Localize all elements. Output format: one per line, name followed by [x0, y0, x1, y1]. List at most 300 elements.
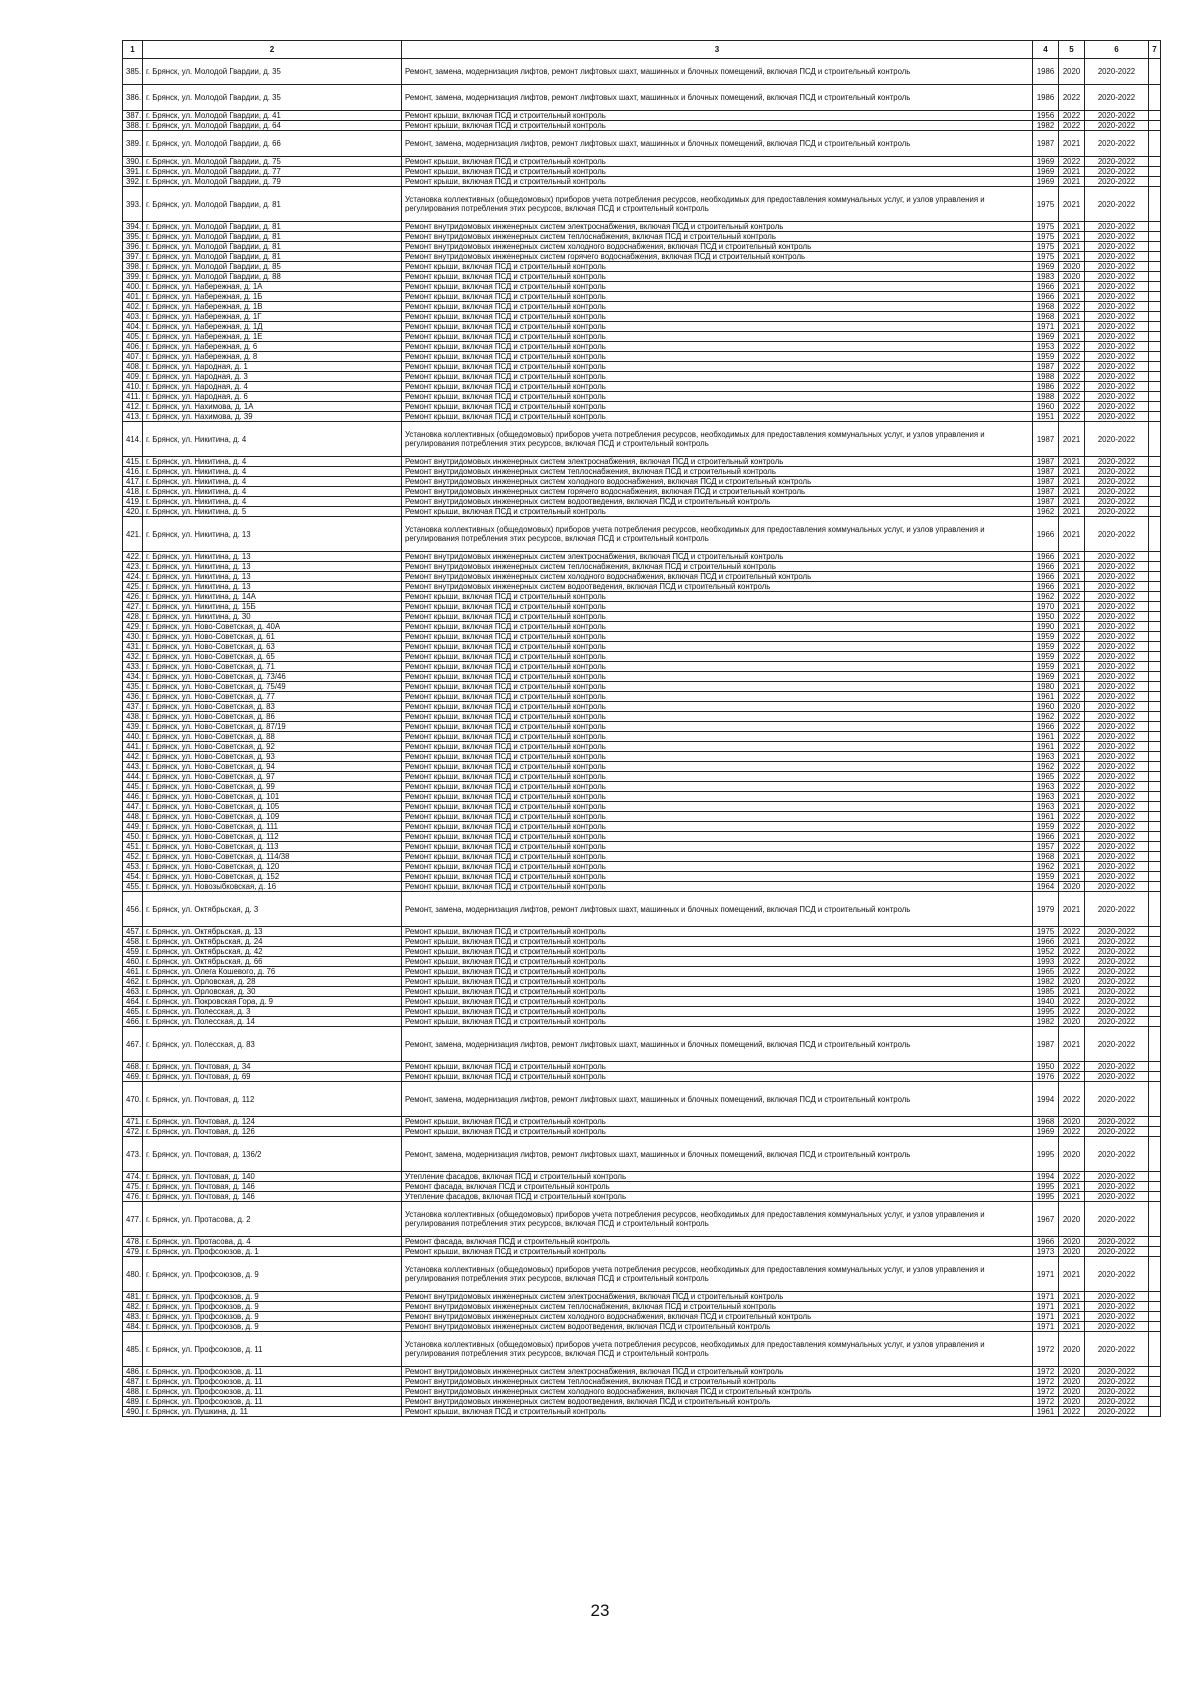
period-cell: 2020-2022 [1085, 562, 1149, 572]
plan-year-cell: 2021 [1059, 862, 1085, 872]
table-row [123, 1117, 1161, 1127]
build-year-cell: 1965 [1033, 772, 1059, 782]
build-year-cell: 1973 [1033, 1247, 1059, 1257]
address-cell: г. Брянск, ул. Молодой Гвардии, д. 81 [143, 187, 402, 222]
period-cell: 2020-2022 [1085, 1247, 1149, 1257]
build-year-cell: 1982 [1033, 977, 1059, 987]
table-row [123, 1062, 1161, 1072]
note-cell [1149, 507, 1161, 517]
table-row [123, 1192, 1161, 1202]
table-row [123, 997, 1161, 1007]
row-number: 388. [123, 121, 143, 131]
plan-year-cell: 2022 [1059, 722, 1085, 732]
row-number: 454. [123, 872, 143, 882]
row-number: 460. [123, 957, 143, 967]
table-row [123, 121, 1161, 131]
plan-year-cell: 2022 [1059, 412, 1085, 422]
address-cell: г. Брянск, ул. Ново-Советская, д. 87/19 [143, 722, 402, 732]
address-cell: г. Брянск, ул. Профсоюзов, д. 9 [143, 1257, 402, 1292]
table-row [123, 792, 1161, 802]
work-type-cell: Ремонт внутридомовых инженерных систем горячего водоснабжения, включая ПСД и строительный контроль [402, 487, 1033, 497]
note-cell [1149, 312, 1161, 322]
work-type-cell: Ремонт крыши, включая ПСД и строительный контроль [402, 632, 1033, 642]
period-cell: 2020-2022 [1085, 167, 1149, 177]
plan-year-cell: 2022 [1059, 157, 1085, 167]
note-cell [1149, 1377, 1161, 1387]
table-row [123, 222, 1161, 232]
table-row [123, 632, 1161, 642]
build-year-cell: 1959 [1033, 652, 1059, 662]
row-number: 413. [123, 412, 143, 422]
work-type-cell: Ремонт крыши, включая ПСД и строительный контроль [402, 642, 1033, 652]
address-cell: г. Брянск, ул. Протасова, д. 4 [143, 1237, 402, 1247]
build-year-cell: 1986 [1033, 59, 1059, 85]
row-number: 447. [123, 802, 143, 812]
plan-year-cell: 2022 [1059, 822, 1085, 832]
row-number: 400. [123, 282, 143, 292]
period-cell: 2020-2022 [1085, 402, 1149, 412]
table-row [123, 1292, 1161, 1302]
build-year-cell: 1987 [1033, 422, 1059, 457]
plan-year-cell: 2020 [1059, 702, 1085, 712]
plan-year-cell: 2021 [1059, 467, 1085, 477]
row-number: 401. [123, 292, 143, 302]
plan-year-cell: 2021 [1059, 497, 1085, 507]
period-cell: 2020-2022 [1085, 59, 1149, 85]
table-row [123, 59, 1161, 85]
period-cell: 2020-2022 [1085, 1257, 1149, 1292]
address-cell: г. Брянск, ул. Молодой Гвардии, д. 88 [143, 272, 402, 282]
table-row [123, 1257, 1161, 1292]
build-year-cell: 1968 [1033, 312, 1059, 322]
row-number: 453. [123, 862, 143, 872]
row-number: 469. [123, 1072, 143, 1082]
table-row [123, 772, 1161, 782]
row-number: 415. [123, 457, 143, 467]
row-number: 472. [123, 1127, 143, 1137]
plan-year-cell: 2022 [1059, 652, 1085, 662]
note-cell [1149, 702, 1161, 712]
address-cell: г. Брянск, ул. Молодой Гвардии, д. 66 [143, 131, 402, 157]
build-year-cell: 1980 [1033, 682, 1059, 692]
build-year-cell: 1959 [1033, 662, 1059, 672]
table-body [123, 59, 1161, 1417]
plan-year-cell: 2022 [1059, 1062, 1085, 1072]
plan-year-cell: 2022 [1059, 362, 1085, 372]
period-cell: 2020-2022 [1085, 1292, 1149, 1302]
row-number: 407. [123, 352, 143, 362]
address-cell: г. Брянск, ул. Молодой Гвардии, д. 81 [143, 232, 402, 242]
build-year-cell: 1959 [1033, 872, 1059, 882]
work-type-cell: Ремонт крыши, включая ПСД и строительный контроль [402, 822, 1033, 832]
note-cell [1149, 892, 1161, 927]
table-row [123, 232, 1161, 242]
plan-year-cell: 2021 [1059, 282, 1085, 292]
period-cell: 2020-2022 [1085, 1397, 1149, 1407]
period-cell: 2020-2022 [1085, 131, 1149, 157]
note-cell [1149, 662, 1161, 672]
period-cell: 2020-2022 [1085, 322, 1149, 332]
note-cell [1149, 742, 1161, 752]
period-cell: 2020-2022 [1085, 632, 1149, 642]
row-number: 443. [123, 762, 143, 772]
note-cell [1149, 1137, 1161, 1172]
work-type-cell: Установка коллективных (общедомовых) приборов учета потребления ресурсов, необходимых для предоставления коммунальных услуг, и узлов управления и регулирования потребления этих ресурсов, включая ПСД и строительный контроль [402, 1257, 1033, 1292]
note-cell [1149, 292, 1161, 302]
address-cell: г. Брянск, ул. Полесская, д. 83 [143, 1027, 402, 1062]
table-row [123, 332, 1161, 342]
period-cell: 2020-2022 [1085, 362, 1149, 372]
plan-year-cell: 2022 [1059, 372, 1085, 382]
row-number: 427. [123, 602, 143, 612]
address-cell: г. Брянск, ул. Молодой Гвардии, д. 85 [143, 262, 402, 272]
row-number: 396. [123, 242, 143, 252]
build-year-cell: 1966 [1033, 722, 1059, 732]
row-number: 423. [123, 562, 143, 572]
row-number: 402. [123, 302, 143, 312]
period-cell: 2020-2022 [1085, 222, 1149, 232]
build-year-cell: 1993 [1033, 957, 1059, 967]
row-number: 465. [123, 1007, 143, 1017]
note-cell [1149, 1117, 1161, 1127]
period-cell: 2020-2022 [1085, 1302, 1149, 1312]
period-cell: 2020-2022 [1085, 292, 1149, 302]
work-type-cell: Ремонт крыши, включая ПСД и строительный контроль [402, 947, 1033, 957]
row-number: 410. [123, 382, 143, 392]
plan-year-cell: 2020 [1059, 1202, 1085, 1237]
note-cell [1149, 872, 1161, 882]
table-row [123, 507, 1161, 517]
period-cell: 2020-2022 [1085, 957, 1149, 967]
row-number: 395. [123, 232, 143, 242]
period-cell: 2020-2022 [1085, 332, 1149, 342]
period-cell: 2020-2022 [1085, 742, 1149, 752]
note-cell [1149, 1322, 1161, 1332]
address-cell: г. Брянск, ул. Протасова, д. 2 [143, 1202, 402, 1237]
build-year-cell: 1950 [1033, 1062, 1059, 1072]
row-number: 458. [123, 937, 143, 947]
plan-year-cell: 2020 [1059, 977, 1085, 987]
work-type-cell: Ремонт крыши, включая ПСД и строительный контроль [402, 1127, 1033, 1137]
row-number: 434. [123, 672, 143, 682]
build-year-cell: 1982 [1033, 121, 1059, 131]
build-year-cell: 1969 [1033, 177, 1059, 187]
note-cell [1149, 242, 1161, 252]
table-row [123, 1407, 1161, 1417]
period-cell: 2020-2022 [1085, 1027, 1149, 1062]
build-year-cell: 1986 [1033, 85, 1059, 111]
period-cell: 2020-2022 [1085, 352, 1149, 362]
header-col-3: 3 [402, 41, 1033, 59]
period-cell: 2020-2022 [1085, 1137, 1149, 1172]
period-cell: 2020-2022 [1085, 177, 1149, 187]
plan-year-cell: 2021 [1059, 832, 1085, 842]
table-row [123, 477, 1161, 487]
address-cell: г. Брянск, ул. Ново-Советская, д. 75/49 [143, 682, 402, 692]
note-cell [1149, 882, 1161, 892]
address-cell: г. Брянск, ул. Молодой Гвардии, д. 79 [143, 177, 402, 187]
note-cell [1149, 792, 1161, 802]
capital-repair-table [122, 40, 1161, 1417]
row-number: 482. [123, 1302, 143, 1312]
address-cell: г. Брянск, ул. Народная, д. 1 [143, 362, 402, 372]
build-year-cell: 1966 [1033, 292, 1059, 302]
plan-year-cell: 2020 [1059, 1377, 1085, 1387]
note-cell [1149, 592, 1161, 602]
build-year-cell: 1975 [1033, 232, 1059, 242]
plan-year-cell: 2022 [1059, 762, 1085, 772]
row-number: 426. [123, 592, 143, 602]
address-cell: г. Брянск, ул. Ново-Советская, д. 63 [143, 642, 402, 652]
period-cell: 2020-2022 [1085, 852, 1149, 862]
address-cell: г. Брянск, ул. Почтовая, д. 126 [143, 1127, 402, 1137]
row-number: 404. [123, 322, 143, 332]
note-cell [1149, 517, 1161, 552]
table-row [123, 292, 1161, 302]
plan-year-cell: 2021 [1059, 477, 1085, 487]
build-year-cell: 1971 [1033, 1302, 1059, 1312]
build-year-cell: 1962 [1033, 507, 1059, 517]
plan-year-cell: 2021 [1059, 852, 1085, 862]
note-cell [1149, 131, 1161, 157]
plan-year-cell: 2020 [1059, 1367, 1085, 1377]
build-year-cell: 1987 [1033, 1027, 1059, 1062]
build-year-cell: 1961 [1033, 812, 1059, 822]
period-cell: 2020-2022 [1085, 342, 1149, 352]
work-type-cell: Ремонт крыши, включая ПСД и строительный контроль [402, 362, 1033, 372]
plan-year-cell: 2022 [1059, 742, 1085, 752]
address-cell: г. Брянск, ул. Ново-Советская, д. 101 [143, 792, 402, 802]
work-type-cell: Ремонт крыши, включая ПСД и строительный контроль [402, 157, 1033, 167]
address-cell: г. Брянск, ул. Ново-Советская, д. 99 [143, 782, 402, 792]
note-cell [1149, 947, 1161, 957]
build-year-cell: 1968 [1033, 302, 1059, 312]
work-type-cell: Ремонт крыши, включая ПСД и строительный контроль [402, 292, 1033, 302]
build-year-cell: 1961 [1033, 692, 1059, 702]
period-cell: 2020-2022 [1085, 392, 1149, 402]
build-year-cell: 1976 [1033, 1072, 1059, 1082]
work-type-cell: Ремонт внутридомовых инженерных систем электроснабжения, включая ПСД и строительный контроль [402, 222, 1033, 232]
address-cell: г. Брянск, ул. Ново-Советская, д. 71 [143, 662, 402, 672]
plan-year-cell: 2021 [1059, 622, 1085, 632]
build-year-cell: 1940 [1033, 997, 1059, 1007]
address-cell: г. Брянск, ул. Молодой Гвардии, д. 41 [143, 111, 402, 121]
period-cell: 2020-2022 [1085, 812, 1149, 822]
note-cell [1149, 987, 1161, 997]
row-number: 448. [123, 812, 143, 822]
table-row [123, 1172, 1161, 1182]
note-cell [1149, 487, 1161, 497]
address-cell: г. Брянск, ул. Набережная, д. 1Г [143, 312, 402, 322]
plan-year-cell: 2022 [1059, 732, 1085, 742]
plan-year-cell: 2021 [1059, 507, 1085, 517]
work-type-cell: Ремонт внутридомовых инженерных систем холодного водоснабжения, включая ПСД и строительный контроль [402, 572, 1033, 582]
plan-year-cell: 2022 [1059, 1072, 1085, 1082]
period-cell: 2020-2022 [1085, 1377, 1149, 1387]
table-row [123, 85, 1161, 111]
work-type-cell: Ремонт внутридомовых инженерных систем теплоснабжения, включая ПСД и строительный контроль [402, 1302, 1033, 1312]
address-cell: г. Брянск, ул. Набережная, д. 1В [143, 302, 402, 312]
address-cell: г. Брянск, ул. Набережная, д. 1Е [143, 332, 402, 342]
row-number: 463. [123, 987, 143, 997]
plan-year-cell: 2021 [1059, 177, 1085, 187]
note-cell [1149, 712, 1161, 722]
header-col-2: 2 [143, 41, 402, 59]
table-row [123, 732, 1161, 742]
plan-year-cell: 2021 [1059, 987, 1085, 997]
work-type-cell: Ремонт крыши, включая ПСД и строительный контроль [402, 692, 1033, 702]
build-year-cell: 1987 [1033, 497, 1059, 507]
work-type-cell: Ремонт крыши, включая ПСД и строительный контроль [402, 987, 1033, 997]
address-cell: г. Брянск, ул. Никитина, д. 4 [143, 457, 402, 467]
period-cell: 2020-2022 [1085, 802, 1149, 812]
address-cell: г. Брянск, ул. Ново-Советская, д. 65 [143, 652, 402, 662]
table-row [123, 262, 1161, 272]
period-cell: 2020-2022 [1085, 1322, 1149, 1332]
row-number: 398. [123, 262, 143, 272]
address-cell: г. Брянск, ул. Октябрьская, д. 3 [143, 892, 402, 927]
note-cell [1149, 552, 1161, 562]
build-year-cell: 1969 [1033, 262, 1059, 272]
table-row [123, 457, 1161, 467]
address-cell: г. Брянск, ул. Октябрьская, д. 13 [143, 927, 402, 937]
work-type-cell: Ремонт крыши, включая ПСД и строительный контроль [402, 927, 1033, 937]
address-cell: г. Брянск, ул. Никитина, д. 4 [143, 477, 402, 487]
address-cell: г. Брянск, ул. Никитина, д. 4 [143, 487, 402, 497]
table-row [123, 842, 1161, 852]
plan-year-cell: 2022 [1059, 302, 1085, 312]
row-number: 489. [123, 1397, 143, 1407]
build-year-cell: 1988 [1033, 372, 1059, 382]
work-type-cell: Установка коллективных (общедомовых) приборов учета потребления ресурсов, необходимых для предоставления коммунальных услуг, и узлов управления и регулирования потребления этих ресурсов, включая ПСД и строительный контроль [402, 517, 1033, 552]
row-number: 422. [123, 552, 143, 562]
note-cell [1149, 752, 1161, 762]
address-cell: г. Брянск, ул. Молодой Гвардии, д. 81 [143, 242, 402, 252]
build-year-cell: 1959 [1033, 642, 1059, 652]
work-type-cell: Ремонт крыши, включая ПСД и строительный контроль [402, 762, 1033, 772]
note-cell [1149, 1072, 1161, 1082]
row-number: 412. [123, 402, 143, 412]
note-cell [1149, 1407, 1161, 1417]
build-year-cell: 1972 [1033, 1332, 1059, 1367]
build-year-cell: 1956 [1033, 111, 1059, 121]
plan-year-cell: 2021 [1059, 562, 1085, 572]
note-cell [1149, 272, 1161, 282]
table-row [123, 322, 1161, 332]
work-type-cell: Ремонт внутридомовых инженерных систем холодного водоснабжения, включая ПСД и строительный контроль [402, 477, 1033, 487]
note-cell [1149, 167, 1161, 177]
address-cell: г. Брянск, ул. Профсоюзов, д. 9 [143, 1302, 402, 1312]
note-cell [1149, 682, 1161, 692]
row-number: 385. [123, 59, 143, 85]
row-number: 394. [123, 222, 143, 232]
note-cell [1149, 332, 1161, 342]
note-cell [1149, 1062, 1161, 1072]
period-cell: 2020-2022 [1085, 682, 1149, 692]
table-row [123, 1082, 1161, 1117]
table-row [123, 612, 1161, 622]
plan-year-cell: 2021 [1059, 937, 1085, 947]
address-cell: г. Брянск, ул. Молодой Гвардии, д. 35 [143, 85, 402, 111]
plan-year-cell: 2022 [1059, 1407, 1085, 1417]
note-cell [1149, 782, 1161, 792]
address-cell: г. Брянск, ул. Почтовая, д. 112 [143, 1082, 402, 1117]
table-row [123, 252, 1161, 262]
row-number: 432. [123, 652, 143, 662]
address-cell: г. Брянск, ул. Почтовая, д. 34 [143, 1062, 402, 1072]
plan-year-cell: 2021 [1059, 872, 1085, 882]
work-type-cell: Ремонт крыши, включая ПСД и строительный контроль [402, 167, 1033, 177]
build-year-cell: 1972 [1033, 1377, 1059, 1387]
period-cell: 2020-2022 [1085, 422, 1149, 457]
note-cell [1149, 342, 1161, 352]
table-row [123, 1017, 1161, 1027]
table-row [123, 742, 1161, 752]
address-cell: г. Брянск, ул. Нахимова, д. 1А [143, 402, 402, 412]
plan-year-cell: 2020 [1059, 1117, 1085, 1127]
note-cell [1149, 562, 1161, 572]
build-year-cell: 1970 [1033, 602, 1059, 612]
plan-year-cell: 2022 [1059, 947, 1085, 957]
plan-year-cell: 2021 [1059, 242, 1085, 252]
build-year-cell: 1972 [1033, 1387, 1059, 1397]
period-cell: 2020-2022 [1085, 477, 1149, 487]
table-row [123, 1007, 1161, 1017]
build-year-cell: 1957 [1033, 842, 1059, 852]
address-cell: г. Брянск, ул. Пушкина, д. 11 [143, 1407, 402, 1417]
note-cell [1149, 1312, 1161, 1322]
period-cell: 2020-2022 [1085, 1117, 1149, 1127]
table-row [123, 517, 1161, 552]
address-cell: г. Брянск, ул. Народная, д. 3 [143, 372, 402, 382]
address-cell: г. Брянск, ул. Профсоюзов, д. 9 [143, 1292, 402, 1302]
row-number: 480. [123, 1257, 143, 1292]
address-cell: г. Брянск, ул. Профсоюзов, д. 11 [143, 1377, 402, 1387]
note-cell [1149, 732, 1161, 742]
table-row [123, 602, 1161, 612]
build-year-cell: 1962 [1033, 592, 1059, 602]
work-type-cell: Ремонт крыши, включая ПСД и строительный контроль [402, 1017, 1033, 1027]
row-number: 440. [123, 732, 143, 742]
row-number: 418. [123, 487, 143, 497]
build-year-cell: 1963 [1033, 752, 1059, 762]
row-number: 389. [123, 131, 143, 157]
build-year-cell: 1985 [1033, 987, 1059, 997]
build-year-cell: 1987 [1033, 457, 1059, 467]
build-year-cell: 1979 [1033, 892, 1059, 927]
row-number: 437. [123, 702, 143, 712]
build-year-cell: 1959 [1033, 352, 1059, 362]
row-number: 405. [123, 332, 143, 342]
row-number: 424. [123, 572, 143, 582]
table-row [123, 362, 1161, 372]
work-type-cell: Ремонт крыши, включая ПСД и строительный контроль [402, 602, 1033, 612]
table-row [123, 712, 1161, 722]
row-number: 441. [123, 742, 143, 752]
address-cell: г. Брянск, ул. Никитина, д. 5 [143, 507, 402, 517]
table-row [123, 1367, 1161, 1377]
work-type-cell: Ремонт внутридомовых инженерных систем теплоснабжения, включая ПСД и строительный контроль [402, 467, 1033, 477]
period-cell: 2020-2022 [1085, 1407, 1149, 1417]
work-type-cell: Ремонт крыши, включая ПСД и строительный контроль [402, 382, 1033, 392]
address-cell: г. Брянск, ул. Ново-Советская, д. 77 [143, 692, 402, 702]
build-year-cell: 1971 [1033, 1322, 1059, 1332]
address-cell: г. Брянск, ул. Молодой Гвардии, д. 35 [143, 59, 402, 85]
address-cell: г. Брянск, ул. Нахимова, д. 39 [143, 412, 402, 422]
row-number: 478. [123, 1237, 143, 1247]
address-cell: г. Брянск, ул. Ново-Советская, д. 73/46 [143, 672, 402, 682]
build-year-cell: 1995 [1033, 1137, 1059, 1172]
